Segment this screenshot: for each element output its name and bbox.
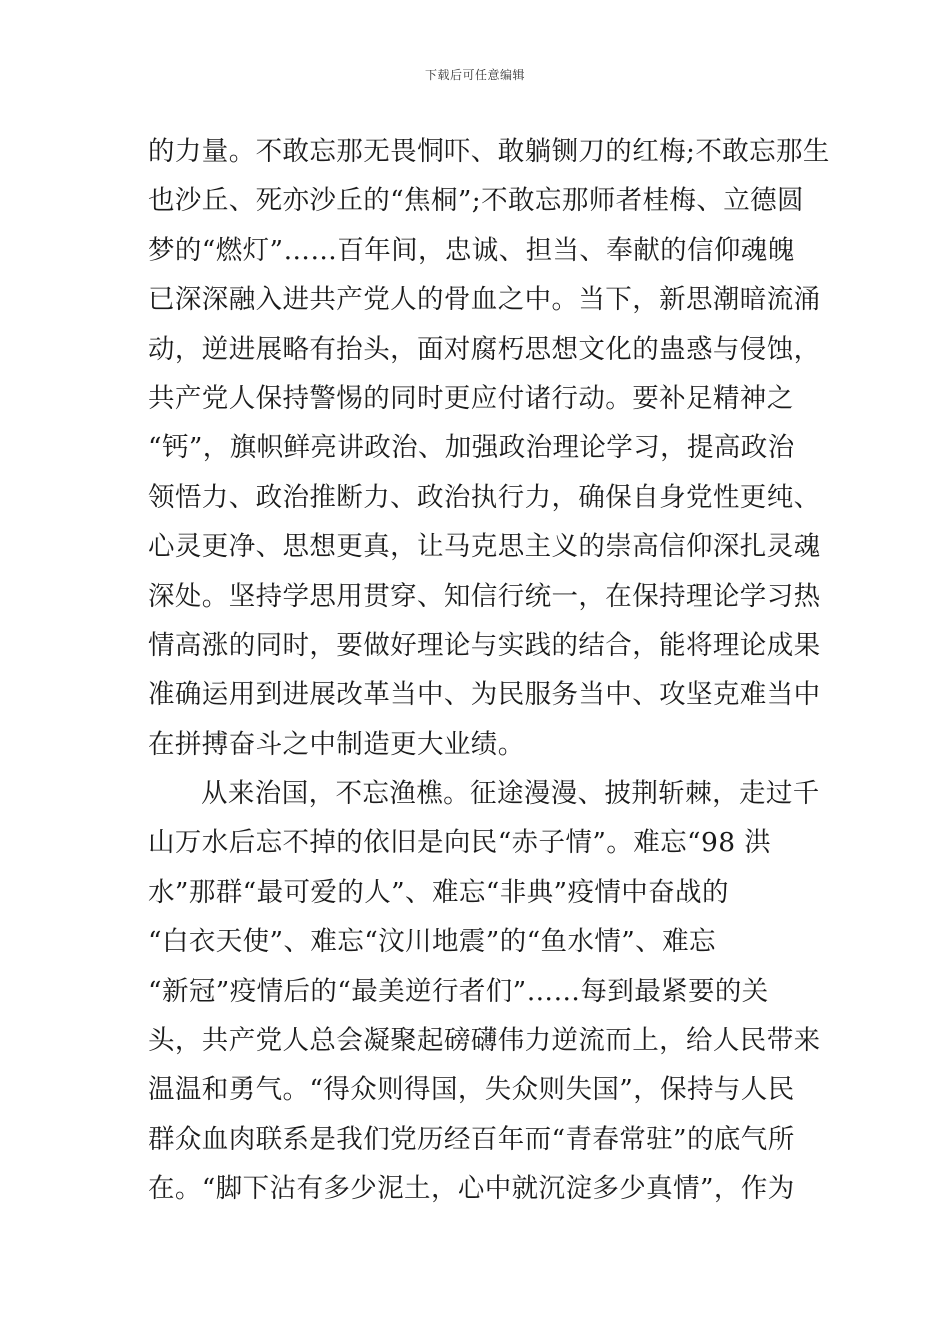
text-line: 情高涨的同时，要做好理论与实践的结合，能将理论成果 — [148, 629, 821, 661]
text-line: 深处。坚持学思用贯穿、知信行统一，在保持理论学习热 — [148, 580, 821, 612]
text-line: 已深深融入进共产党人的骨血之中。当下，新思潮暗流涌 — [148, 284, 821, 316]
text-line: “新冠”疫情后的“最美逆行者们”……每到最紧要的关 — [148, 975, 769, 1007]
paragraph-2 — [148, 769, 821, 1214]
text-line: 梦的“燃灯”……百年间，忠诚、担当、奉献的信仰魂魄 — [148, 234, 795, 266]
text-line: 动，逆进展略有抬头，面对腐朽思想文化的蛊惑与侵蚀， — [148, 333, 821, 365]
text-line: 心灵更净、思想更真，让马克思主义的崇高信仰深扎灵魂 — [148, 531, 821, 563]
text-line: 温温和勇气。“得众则得国，失众则失国”，保持与人民 — [148, 1074, 795, 1106]
text-line: 从来治国，不忘渔樵。征途漫漫、披荆斩棘，走过千 — [201, 778, 820, 810]
text-line: 头，共产党人总会凝聚起磅礴伟力逆流而上，给人民带来 — [148, 1025, 821, 1057]
text-line: 群众血肉联系是我们党历经百年而“青春常驻”的底气所 — [148, 1123, 795, 1155]
text-line: 山万水后忘不掉的依旧是向民“赤子情”。难忘“98 洪 — [148, 827, 772, 859]
text-line: 在。“脚下沾有多少泥土，心中就沉淀多少真情”，作为 — [148, 1173, 795, 1205]
text-line: 领悟力、政治推断力、政治执行力，确保自身党性更纯、 — [148, 481, 821, 513]
page-header: 下载后可任意编辑 — [424, 68, 525, 82]
text-line: “钙”，旗帜鲜亮讲政治、加强政治理论学习，提高政治 — [148, 432, 795, 464]
text-line: 在拼搏奋斗之中制造更大业绩。 — [148, 728, 525, 760]
text-line: 水”那群“最可爱的人”、难忘“非典”疫情中奋战的 — [148, 876, 729, 908]
text-line: 共产党人保持警惕的同时更应付诸行动。要补足精神之 — [148, 382, 794, 414]
text-line: 的力量。不敢忘那无畏恫吓、敢躺铡刀的红梅;不敢忘那生 — [148, 136, 830, 167]
text-line: 准确运用到进展改革当中、为民服务当中、攻坚克难当中 — [148, 679, 821, 711]
paragraph-1 — [148, 127, 830, 769]
document-body — [148, 127, 830, 1214]
text-line: “白衣天使”、难忘“汶川地震”的“鱼水情”、难忘 — [148, 926, 716, 958]
text-line: 也沙丘、死亦沙丘的“焦桐”;不敢忘那师者桂梅、立德圆 — [148, 185, 804, 217]
